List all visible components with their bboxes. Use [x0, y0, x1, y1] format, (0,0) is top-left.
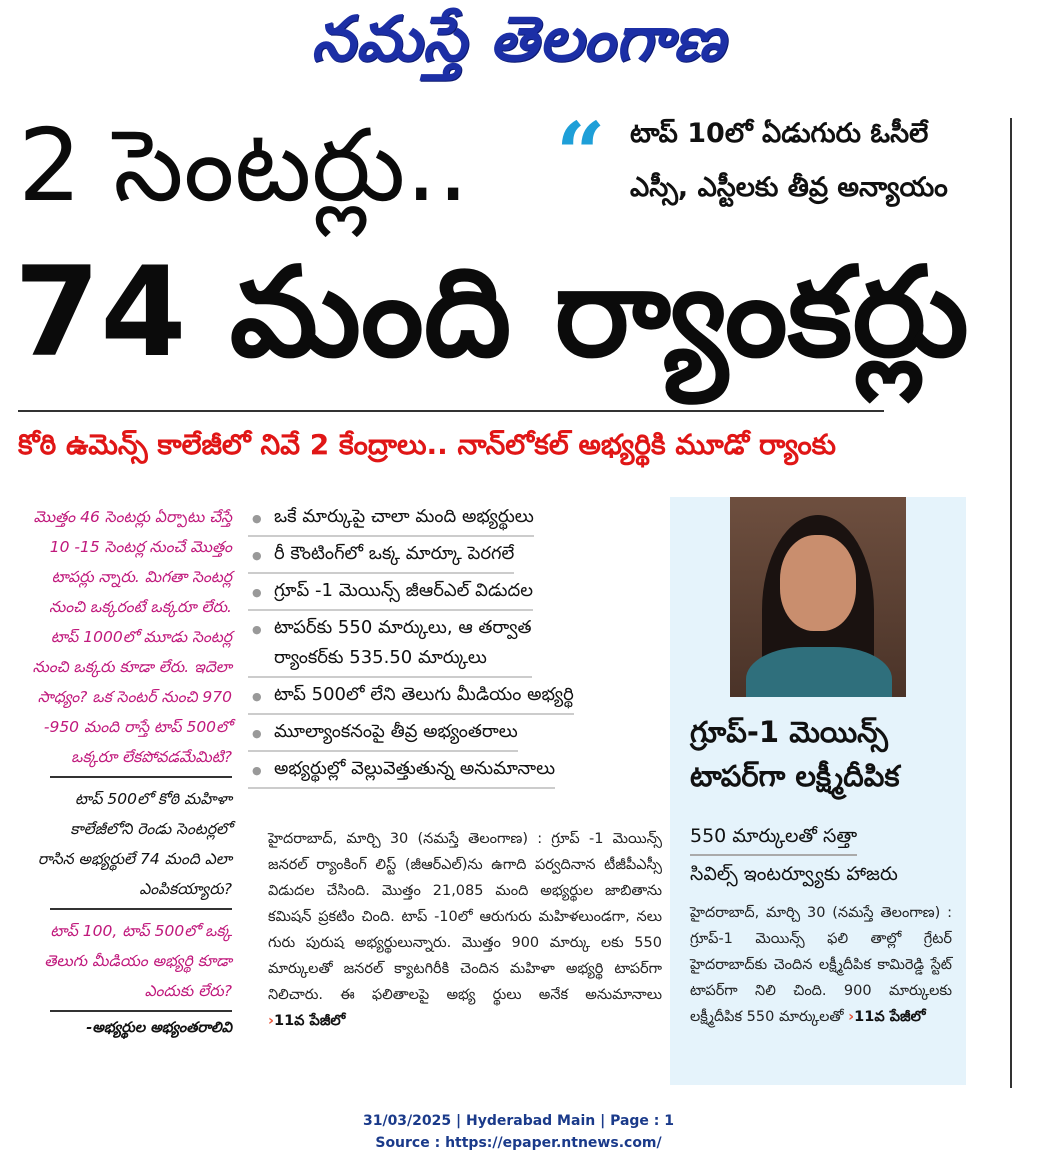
sidebar-subheads: [690, 818, 950, 892]
article-body: [268, 826, 662, 1034]
chevron-right-icon: ›: [848, 1009, 855, 1025]
list-item: [248, 537, 514, 574]
quote-line1: టాప్ 10లో ఏడుగురు ఓసీలే: [630, 118, 929, 149]
list-item: [248, 752, 555, 789]
chevron-right-icon: ›: [268, 1013, 274, 1029]
quote-line2: ఎస్సీ, ఎస్టీలకు తీవ్ర అన్యాయం: [630, 172, 948, 203]
list-item-text: ర్యాంకర్‌కు 535.50 మార్కులు: [274, 647, 487, 668]
divider: [50, 1010, 232, 1012]
quote-mark-icon: “: [556, 104, 606, 205]
portrait-photo: [730, 497, 906, 697]
sidebar-subhead-2: సివిల్స్ ఇంటర్వ్యూకు హాజరు: [690, 863, 898, 885]
list-item: [248, 611, 532, 678]
highlights-list: [248, 500, 668, 789]
subheadline: కోఠి ఉమెన్స్ కాలేజీలో నివే 2 కేంద్రాలు.. నాన్‌లోకల్ అభ్యర్థికి మూడో ర్యాంకు: [18, 428, 836, 461]
headline-rule: [18, 410, 884, 412]
footer-source-line[interactable]: Source : https://epaper.ntnews.com/: [375, 1135, 662, 1151]
photo-face: [780, 535, 856, 631]
sidebar-body-text: హైదరాబాద్, మార్చి 30 (నమస్తే తెలంగాణ) : గ్రూప్-1 మెయిన్స్ ఫలి తాల్లో గ్రేటర్ హైదరాబాద్‌కు చెందిన లక్ష్మీదీపిక కామిరెడ్డి స్టేట్ టాపర్‌గా నిలి చింది. 900 మార్కులకు లక్ష్మీదీపిక 550 మార్కులతో: [690, 905, 952, 1025]
question-2: టాప్ 500లో కోఠి మహిళా కాలేజీలోని రెండు సెంటర్లలో రాసిన అభ్యర్థులే 74 మంది ఎలా ఎంపికయ్యారు?: [37, 790, 232, 898]
list-item: [248, 500, 534, 537]
headline-line2: 74 మంది ర్యాంకర్లు: [14, 241, 969, 385]
sidebar-headline: [690, 710, 960, 798]
list-item-text: ● మూల్యాంకనంపై తీవ్ర అభ్యంతరాలు: [274, 721, 518, 742]
sidebar-headline-line2: టాపర్‌గా లక్ష్మీదీపిక: [690, 759, 900, 793]
sidebar-headline-line1: గ్రూప్-1 మెయిన్స్: [690, 715, 888, 749]
divider: [50, 908, 232, 910]
page-footer: [0, 1110, 1037, 1154]
continued-label: 11వ పేజీలో: [273, 1013, 346, 1029]
list-item-text: ● అభ్యర్థుల్లో వెల్లువెత్తుతున్న అనుమానాలు: [274, 758, 556, 779]
list-item-text: ● గ్రూప్ -1 మెయిన్స్ జీఆర్‌ఎల్ విడుదల: [274, 580, 533, 601]
masthead-logo: నమస్తే తెలంగాణ: [311, 2, 726, 75]
article-body-text: హైదరాబాద్, మార్చి 30 (నమస్తే తెలంగాణ) : గ్రూప్ -1 మెయిన్స్ జనరల్ ర్యాంకింగ్ లిస్ట్ (జీఆర్‌ఎల్)ను ఉగాది పర్వదినాన టీజీపీఎస్సీ విడుదల చేసింది. మొత్తం 21,085 మంది అభ్యర్థుల జాబితాను కమిషన్ ప్రకటిం చింది. టాప్ -10లో ఆరుగురు మహిళలుండగా, నలు గురు పురుష అభ్యర్థులున్నారు. మొత్తం 900 మార్కు లకు 550 మార్కులతో జనరల్ క్యాటగిరీకి చెందిన మహిళా అభ్యర్థి టాపర్‌గా నిలిచారు. ఈ ఫలితాలపై అభ్య ర్థులు అనేక అనుమానాలు: [268, 831, 662, 1003]
list-item-text: ● టాపర్‌కు 550 మార్కులు, ఆ తర్వాత: [274, 617, 532, 638]
continued-link[interactable]: [268, 1013, 345, 1029]
sidebar-continued-link[interactable]: [848, 1009, 925, 1025]
sidebar-continued-label: 11వ పేజీలో: [854, 1009, 926, 1025]
list-item: [248, 678, 574, 715]
divider: [50, 776, 232, 778]
headline-line1: 2 సెంటర్లు..: [18, 107, 469, 224]
list-item-text: ● టాప్ 500లో లేని తెలుగు మీడియం అభ్యర్థి: [274, 684, 574, 705]
list-item-text: ● రీ కౌంటింగ్‌లో ఒక్క మార్కూ పెరగలే: [274, 543, 515, 564]
sidebar-body: [690, 900, 952, 1030]
photo-body: [746, 647, 892, 697]
footer-date-line: 31/03/2025 | Hyderabad Main | Page : 1: [362, 1113, 675, 1129]
question-3: టాప్ 100, టాప్ 500లో ఒక్క తెలుగు మీడియం అభ్యర్థి కూడా ఎందుకు లేరు?: [44, 922, 232, 1000]
list-item: [248, 715, 518, 752]
question-1: మొత్తం 46 సెంటర్లు ఏర్పాటు చేస్తే 10 -15 సెంటర్ల నుంచే మొత్తం టాపర్లు న్నారు. మిగతా సెంటర్ల నుంచి ఒక్కరంటే ఒక్కరూ లేరు. టాప్ 1000లో మూడు సెంటర్ల నుంచి ఒక్కరు కూడా లేరు. ఇదెలా సాధ్యం? ఒక సెంటర్ నుంచి 970 -950 మంది రాస్తే టాప్ 500లో ఒక్కరూ లేకపోవడమేమిటి?: [32, 508, 232, 766]
column-divider: [1010, 118, 1012, 1088]
list-item: [248, 574, 533, 611]
byline: -అభ్యర్థుల అభ్యంతరాలివి: [86, 1020, 232, 1036]
questions-column: [30, 502, 232, 1040]
list-item-text: ● ఒకే మార్కుపై చాలా మంది అభ్యర్థులు: [274, 506, 534, 527]
sidebar-subhead-1: 550 మార్కులతో సత్తా: [690, 818, 857, 856]
